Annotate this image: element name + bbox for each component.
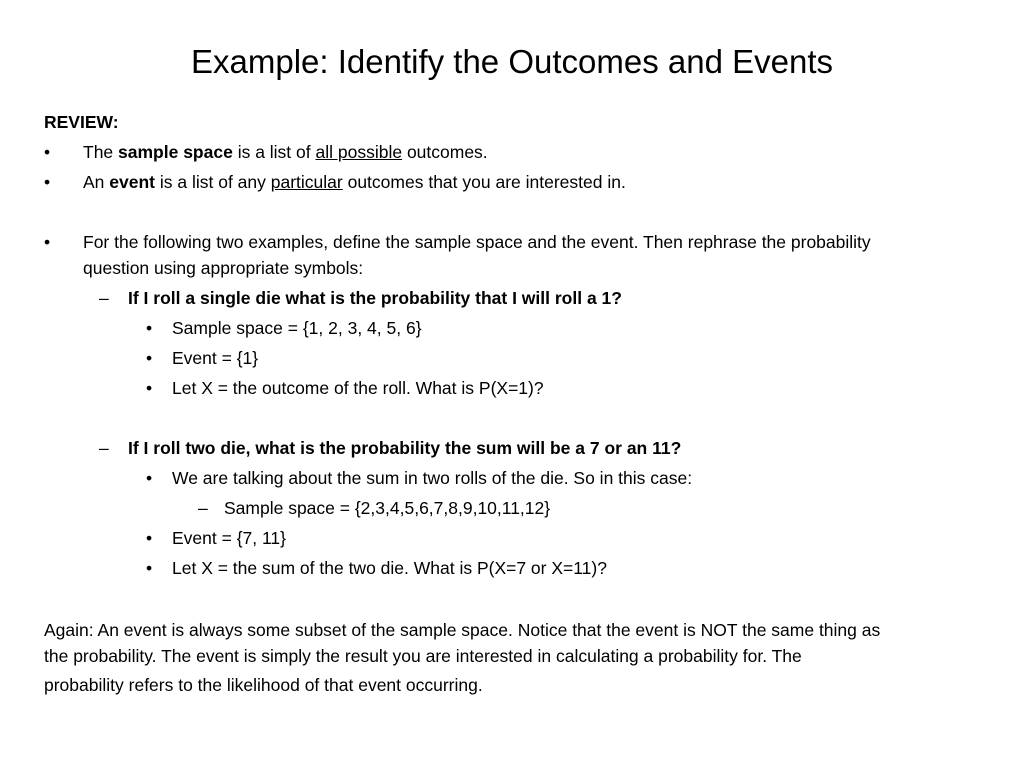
example1-symbolic-question: Let X = the outcome of the roll. What is P(X=1)? <box>172 378 544 398</box>
bullet-icon: • <box>146 318 153 338</box>
dash-icon: – <box>99 438 109 458</box>
text-segment: outcomes that you are interested in. <box>342 172 626 192</box>
bullet-icon: • <box>44 142 51 162</box>
conclusion-line-1: Again: An event is always some subset of the sample space. Notice that the event is NOT the same thing as <box>44 620 881 640</box>
text-segment: is a list of <box>232 142 316 162</box>
review-item-event <box>83 169 626 195</box>
example2-event: Event = {7, 11} <box>172 528 287 548</box>
bold-term: event <box>109 172 155 192</box>
text-segment: The <box>83 142 119 162</box>
bullet-icon: • <box>146 468 153 488</box>
example1-event: Event = {1} <box>172 348 259 368</box>
bullet-icon: • <box>146 378 153 398</box>
example2-symbolic-question: Let X = the sum of the two die. What is P(X=7 or X=11)? <box>172 558 607 578</box>
review-item-sample-space <box>83 139 488 165</box>
bullet-icon: • <box>146 558 153 578</box>
bullet-icon: • <box>44 172 51 192</box>
bullet-icon: • <box>44 232 51 252</box>
bold-term: sample space <box>118 142 233 162</box>
slide-title: Example: Identify the Outcomes and Events <box>190 43 833 80</box>
text-segment: outcomes. <box>402 142 488 162</box>
conclusion-line-2: the probability. The event is simply the result you are interested in calculating a probability for. The <box>44 646 802 666</box>
dash-icon: – <box>198 498 208 518</box>
underlined-phrase: particular <box>270 172 343 192</box>
conclusion-line-3: probability refers to the likelihood of that event occurring. <box>44 675 483 695</box>
example2-sample-space: Sample space = {2,3,4,5,6,7,8,9,10,11,12} <box>224 498 551 518</box>
bullet-icon: • <box>146 528 153 548</box>
text-segment: is a list of any <box>155 172 271 192</box>
underlined-phrase: all possible <box>315 142 403 162</box>
bullet-icon: • <box>146 348 153 368</box>
instructions-line-1: For the following two examples, define the sample space and the event. Then rephrase the probability <box>83 232 871 252</box>
example2-intro: We are talking about the sum in two rolls of the die. So in this case: <box>172 468 693 488</box>
example1-sample-space: Sample space = {1, 2, 3, 4, 5, 6} <box>172 318 422 338</box>
dash-icon: – <box>99 288 109 308</box>
instructions-line-2: question using appropriate symbols: <box>83 258 364 278</box>
example1-question: If I roll a single die what is the probability that I will roll a 1? <box>128 288 622 308</box>
text-segment: An <box>83 172 110 192</box>
review-heading: REVIEW: <box>44 112 119 132</box>
example2-question: If I roll two die, what is the probability the sum will be a 7 or an 11? <box>128 438 682 458</box>
